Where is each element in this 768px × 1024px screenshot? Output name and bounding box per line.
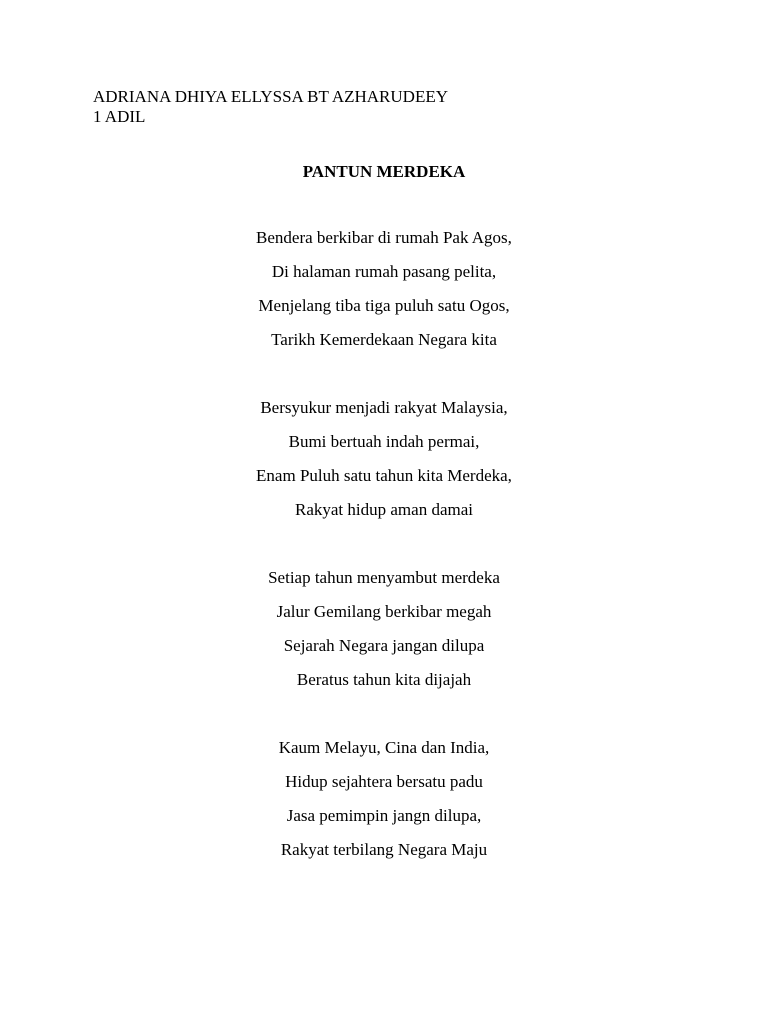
poem-title: PANTUN MERDEKA xyxy=(302,162,466,181)
author-name: ADRIANA DHIYA ELLYSSA BT AZHARUDEEY xyxy=(93,87,448,106)
poem-line: Beratus tahun kita dijajah xyxy=(296,670,472,689)
poem-line: Jasa pemimpin jangn dilupa, xyxy=(286,806,482,825)
poem-line: Jalur Gemilang berkibar megah xyxy=(276,602,492,621)
stanza xyxy=(0,226,768,362)
class-name: 1 ADIL xyxy=(93,107,146,126)
poem-line: Kaum Melayu, Cina dan India, xyxy=(278,738,490,757)
stanza xyxy=(0,736,768,872)
poem-line: Bendera berkibar di rumah Pak Agos, xyxy=(256,228,512,247)
stanza xyxy=(0,396,768,532)
poem-line: Enam Puluh satu tahun kita Merdeka, xyxy=(256,466,512,485)
stanza xyxy=(0,566,768,702)
poem-line: Setiap tahun menyambut merdeka xyxy=(268,568,500,587)
poem-line: Sejarah Negara jangan dilupa xyxy=(283,636,485,655)
poem-line: Di halaman rumah pasang pelita, xyxy=(271,262,497,281)
poem-body xyxy=(0,226,768,906)
poem-line: Bumi bertuah indah permai, xyxy=(288,432,480,451)
poem-line: Rakyat hidup aman damai xyxy=(295,500,473,519)
poem-line: Bersyukur menjadi rakyat Malaysia, xyxy=(260,398,508,417)
poem-line: Tarikh Kemerdekaan Negara kita xyxy=(271,330,497,349)
author-block xyxy=(93,87,448,127)
poem-line: Hidup sejahtera bersatu padu xyxy=(285,772,483,791)
poem-line: Rakyat terbilang Negara Maju xyxy=(280,840,488,859)
poem-line: Menjelang tiba tiga puluh satu Ogos, xyxy=(258,296,510,315)
